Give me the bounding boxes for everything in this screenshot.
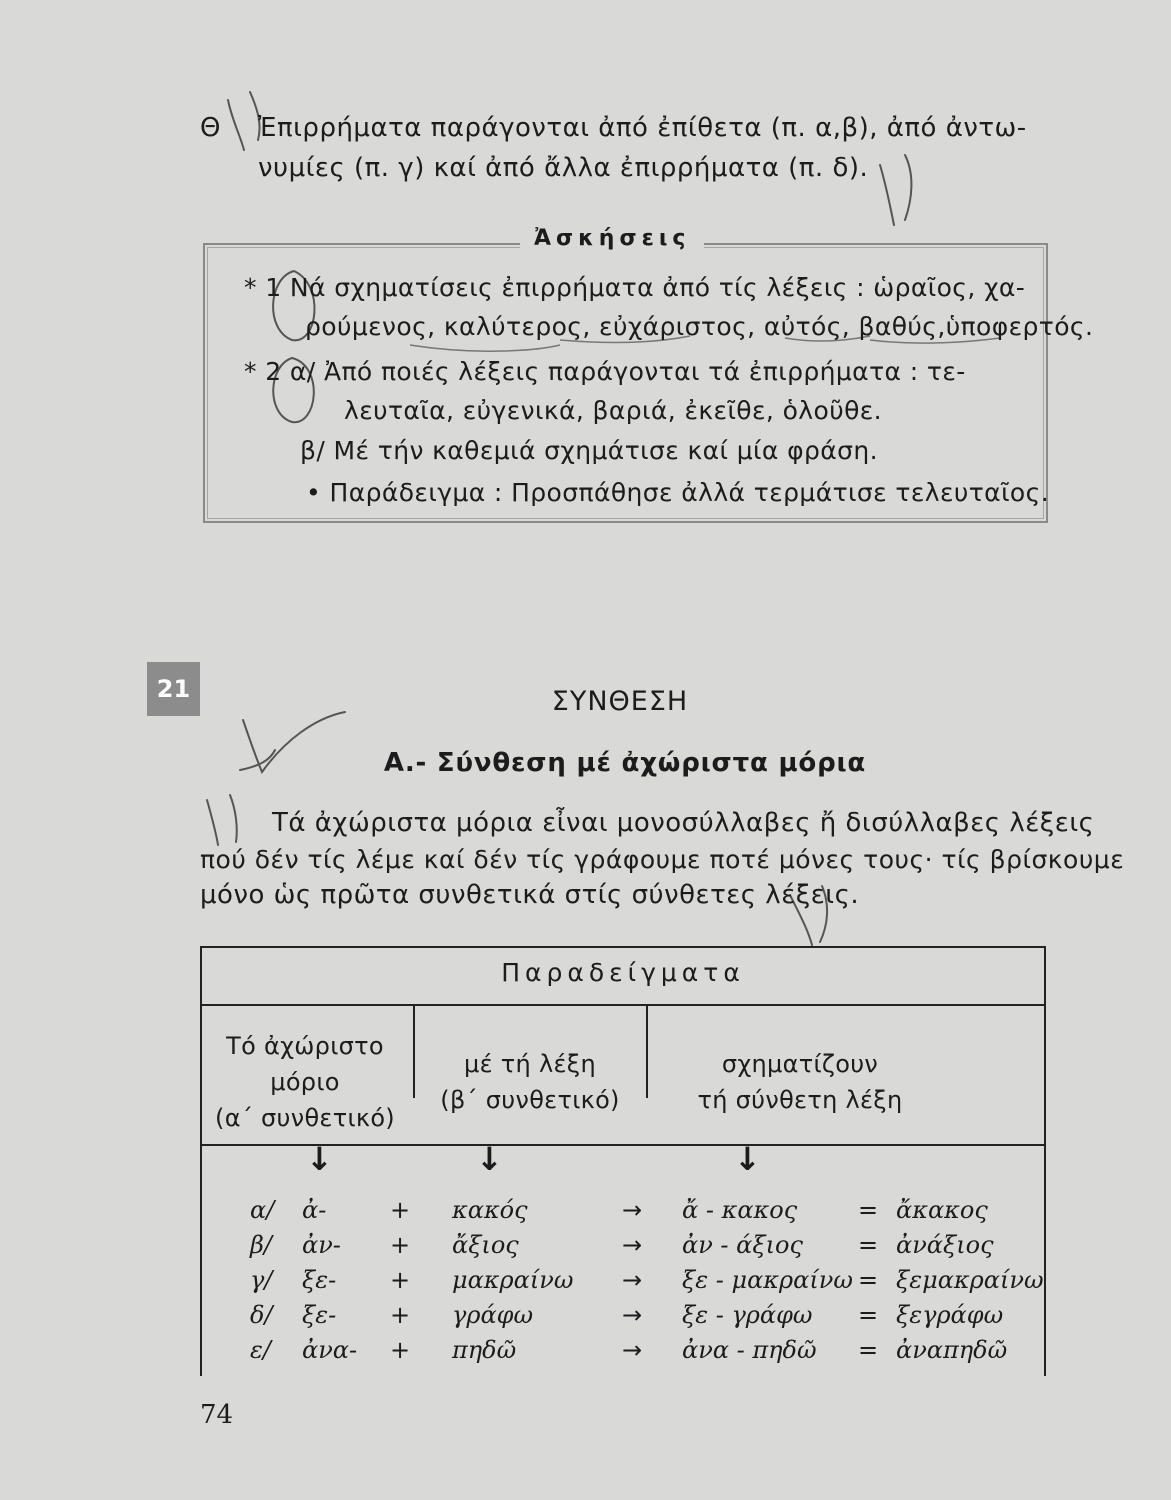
exercise-2a-line-2: λευταῖα, εὐγενικά, βαριά, ἐκεῖθε, ὁλοῦθε. bbox=[344, 396, 883, 425]
down-arrow-icon: ↓ bbox=[306, 1140, 333, 1178]
header-col-3-line-2: τή σύνθετη λέξη bbox=[697, 1086, 903, 1114]
row-split: ἄ - κακος bbox=[682, 1196, 798, 1224]
row-result: ἄκακος bbox=[896, 1196, 988, 1224]
header-col-2-line-2: (β΄ συνθετικό) bbox=[440, 1086, 620, 1114]
arrow-icon: → bbox=[622, 1196, 643, 1224]
row-prefix: ἀ- bbox=[302, 1196, 327, 1224]
intro-text-1: Ἐπιρρήματα παράγονται ἀπό ἐπίθετα (π. α,β), ἀπό ἀντω- bbox=[258, 113, 1027, 143]
row-label: ε/ bbox=[250, 1336, 271, 1364]
intro-line-1 bbox=[200, 108, 1027, 148]
row-word: κακός bbox=[452, 1196, 528, 1224]
arrow-icon: → bbox=[622, 1266, 643, 1294]
paragraph-line-2: πού δέν τίς λέμε καί δέν τίς γράφουμε ποτέ μόνες τους· τίς βρίσκουμε bbox=[200, 845, 1125, 874]
header-col-2-line-1: μέ τή λέξη bbox=[464, 1050, 596, 1078]
arrow-icon: → bbox=[622, 1231, 643, 1259]
equals-sign: = bbox=[858, 1301, 879, 1329]
table-rule-1 bbox=[200, 1004, 1046, 1006]
equals-sign: = bbox=[858, 1196, 879, 1224]
down-arrow-icon: ↓ bbox=[476, 1140, 503, 1178]
row-prefix: ξε- bbox=[302, 1301, 337, 1329]
exercise-1-line-1: * 1 Νά σχηματίσεις ἐπιρρήματα ἀπό τίς λέξεις : ὡραῖος, χα- bbox=[244, 273, 1026, 302]
row-label: β/ bbox=[250, 1231, 272, 1259]
intro-line-2: νυμίες (π. γ) καί ἀπό ἄλλα ἐπιρρήματα (π. δ). bbox=[258, 153, 869, 183]
header-col-1-line-3: (α΄ συνθετικό) bbox=[215, 1104, 395, 1132]
row-prefix: ἀνα- bbox=[302, 1336, 358, 1364]
row-result: ξεγράφω bbox=[896, 1301, 1004, 1329]
pen-mark-eta-2 bbox=[880, 155, 911, 225]
row-result: ξεμακραίνω bbox=[896, 1266, 1044, 1294]
row-word: πηδῶ bbox=[452, 1336, 517, 1364]
plus-sign: + bbox=[390, 1231, 411, 1259]
section-subtitle: Α.- Σύνθεση μέ ἀχώριστα μόρια bbox=[383, 748, 867, 778]
down-arrow-icon: ↓ bbox=[734, 1140, 761, 1178]
table-heading: Παραδείγματα bbox=[501, 958, 745, 987]
equals-sign: = bbox=[858, 1231, 879, 1259]
row-word: γράφω bbox=[452, 1301, 534, 1329]
table-divider-2 bbox=[646, 1004, 648, 1098]
row-word: μακραίνω bbox=[452, 1266, 574, 1294]
equals-sign: = bbox=[858, 1336, 879, 1364]
paragraph-line-3: μόνο ὡς πρῶτα συνθετικά στίς σύνθετες λέξεις. bbox=[200, 880, 860, 910]
exercise-1-line-2: ρούμενος, καλύτερος, εὐχάριστος, αὐτός, βαθύς,ὑποφερτός. bbox=[305, 312, 1094, 341]
exercises-title: Ἀσκήσεις bbox=[520, 226, 704, 251]
table-divider-1 bbox=[413, 1004, 415, 1098]
pen-mark-eta-3 bbox=[207, 795, 237, 845]
row-split: ξε - μακραίνω bbox=[682, 1266, 853, 1294]
plus-sign: + bbox=[390, 1301, 411, 1329]
arrow-icon: → bbox=[622, 1336, 643, 1364]
header-col-2 bbox=[420, 1046, 640, 1118]
intro-marker: Θ bbox=[200, 113, 221, 143]
row-prefix: ξε- bbox=[302, 1266, 337, 1294]
plus-sign: + bbox=[390, 1196, 411, 1224]
section-number-badge: 21 bbox=[147, 662, 200, 716]
header-col-1 bbox=[205, 1028, 405, 1136]
page-number: 74 bbox=[200, 1400, 234, 1430]
row-word: ἄξιος bbox=[452, 1231, 519, 1259]
row-split: ἀνα - πηδῶ bbox=[682, 1336, 817, 1364]
section-title: ΣΥΝΘΕΣΗ bbox=[551, 686, 689, 717]
exercise-2a-line-1: * 2 α/ Ἀπό ποιές λέξεις παράγονται τά ἐπιρρήματα : τε- bbox=[244, 357, 966, 386]
row-label: γ/ bbox=[250, 1266, 273, 1294]
exercise-2b: β/ Μέ τήν καθεμιά σχημάτισε καί μία φράση. bbox=[300, 436, 878, 465]
equals-sign: = bbox=[858, 1266, 879, 1294]
header-col-1-line-2: μόριο bbox=[270, 1068, 340, 1096]
row-label: α/ bbox=[250, 1196, 275, 1224]
header-col-3-line-1: σχηματίζουν bbox=[721, 1050, 879, 1078]
row-split: ἀν - άξιος bbox=[682, 1231, 803, 1259]
row-prefix: ἀν- bbox=[302, 1231, 341, 1259]
plus-sign: + bbox=[390, 1266, 411, 1294]
paragraph-line-1: Τά ἀχώριστα μόρια εἶναι μονοσύλλαβες ἤ δισύλλαβες λέξεις bbox=[272, 808, 1095, 838]
row-split: ξε - γράφω bbox=[682, 1301, 813, 1329]
row-result: ἀναπηδῶ bbox=[896, 1336, 1008, 1364]
exercise-example: • Παράδειγμα : Προσπάθησε ἀλλά τερμάτισε τελευταῖος. bbox=[306, 478, 1050, 507]
header-col-1-line-1: Τό ἀχώριστο bbox=[226, 1032, 384, 1060]
arrow-icon: → bbox=[622, 1301, 643, 1329]
header-col-3 bbox=[660, 1046, 940, 1118]
plus-sign: + bbox=[390, 1336, 411, 1364]
row-label: δ/ bbox=[250, 1301, 273, 1329]
row-result: ἀνάξιος bbox=[896, 1231, 994, 1259]
